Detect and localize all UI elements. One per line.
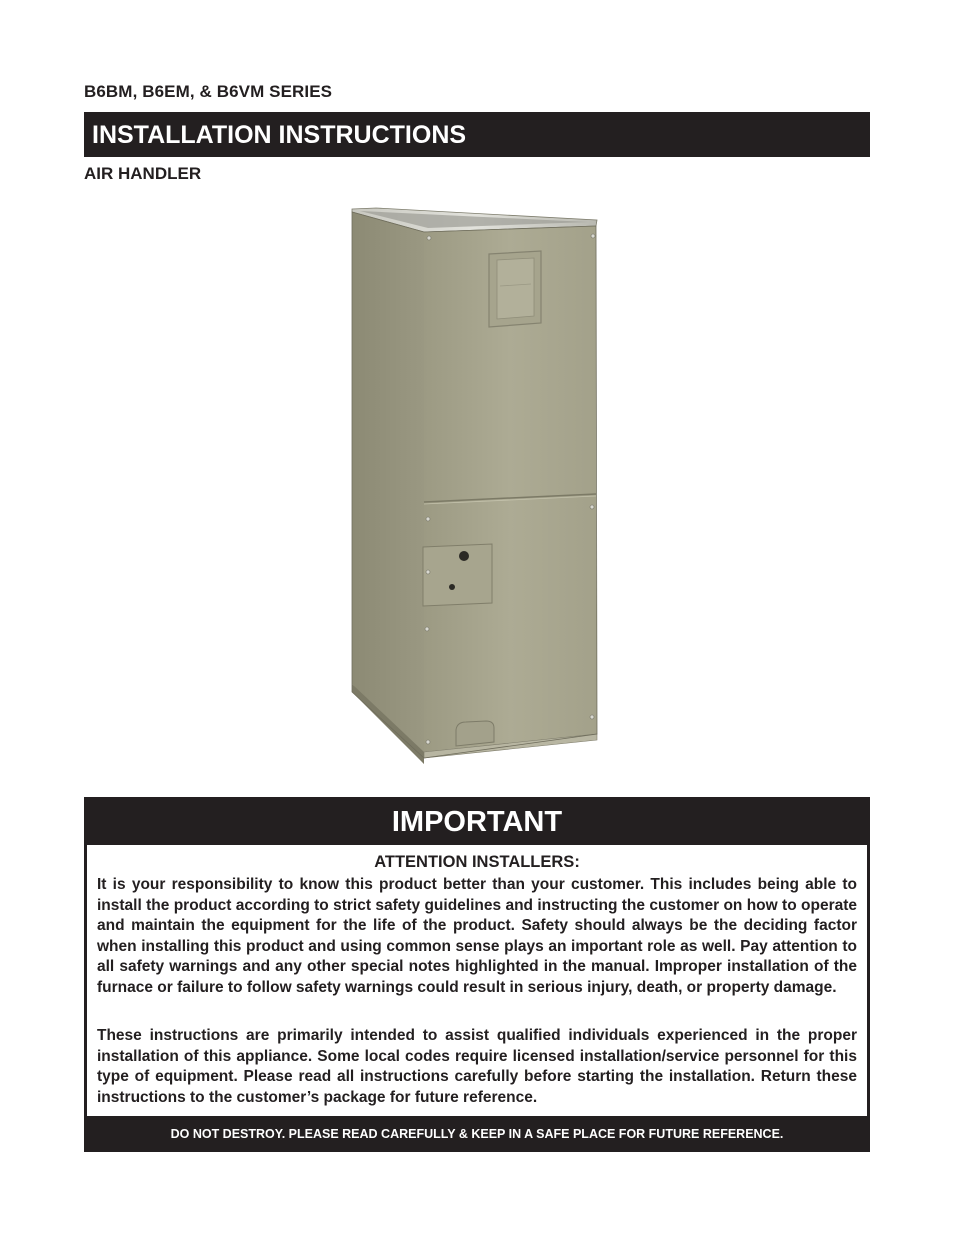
do-not-destroy-notice: DO NOT DESTROY. PLEASE READ CAREFULLY & KEEP IN A SAFE PLACE FOR FUTURE REFERENCE. <box>170 1127 784 1141</box>
important-notice <box>84 797 870 1152</box>
series-label: B6BM, B6EM, & B6VM SERIES <box>84 82 333 101</box>
qualified-installer-paragraph: These instructions are primarily intended to assist qualified individuals experienced in the proper installation of this appliance. Some local codes require licensed installation/service personnel for this type of equipment. Please read all instructions carefully before starting the installation. Return these instructions to the customer’s package for future reference. <box>97 1027 857 1106</box>
page-title: INSTALLATION INSTRUCTIONS <box>92 121 467 149</box>
title-banner <box>84 112 870 157</box>
air-handler-image <box>348 206 602 768</box>
important-body <box>87 845 867 1116</box>
important-heading: IMPORTANT <box>391 806 563 838</box>
attention-heading: ATTENTION INSTALLERS: <box>374 853 580 871</box>
product-type-label: AIR HANDLER <box>84 164 202 183</box>
responsibility-paragraph: It is your responsibility to know this product better than your customer. This includes being able to install the product according to strict safety guidelines and instructing the customer on how to operate and maintain the equipment for the life of the product. Safety should always be the deciding factor when installing this product and using common sense plays an important role as well. Pay attention to all safety warnings and any other special notes highlighted in the manual. Improper installation of the furnace or failure to follow safety warnings could result in serious injury, death, or property damage. <box>97 876 857 996</box>
